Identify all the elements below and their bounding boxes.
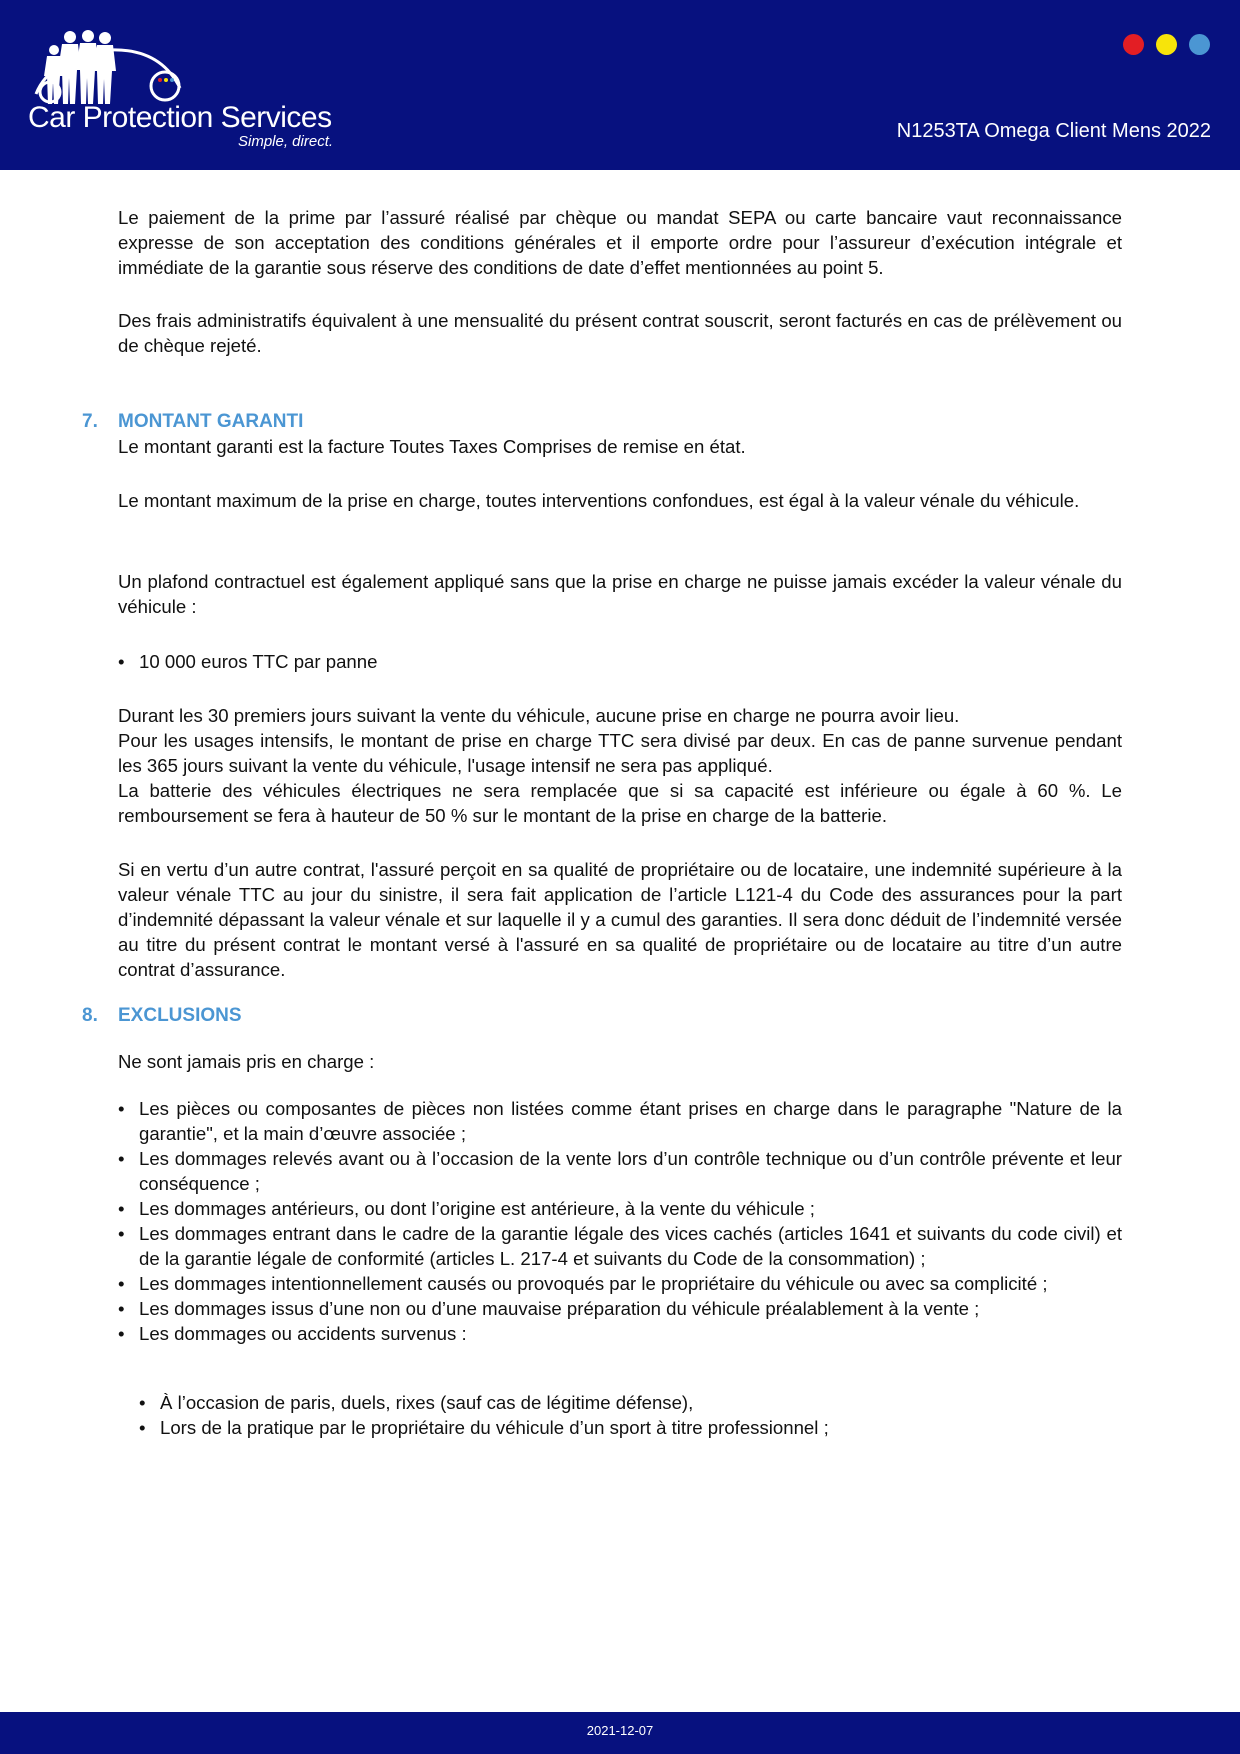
section-7-line-1: Durant les 30 premiers jours suivant la vente du véhicule, aucune prise en charge ne pourra avoir lieu.: [118, 705, 960, 726]
blue-dot-icon: [1189, 34, 1210, 55]
section-7-text-5: Si en vertu d’un autre contrat, l'assuré perçoit en sa qualité de propriétaire ou de locataire, une indemnité supérieure à la valeur vénale TTC au jour du sinistre, il sera fait application de l’article L121-4 du Code des assurances pour la part d’indemnité dépassant la valeur vénale et sur laquelle il y a cumul des garanties. Il sera donc déduit de l’indemnité versée au titre du présent contrat le montant versé à l'assuré en sa qualité de propriétaire ou de locataire au titre d’un autre contrat d’assurance.: [118, 859, 1122, 980]
red-dot-icon: [1123, 34, 1144, 55]
list-item: • Les dommages intentionnellement causés ou provoqués par le propriétaire du véhicule ou avec sa complicité ;: [118, 1271, 1122, 1296]
section-title: EXCLUSIONS: [118, 1005, 242, 1026]
yellow-dot-icon: [1156, 34, 1177, 55]
brand-tagline: Simple, direct.: [238, 133, 334, 150]
section-8-sub-bullet-list: [139, 1390, 1122, 1440]
color-dots: [1123, 34, 1210, 55]
section-7-line-3: La batterie des véhicules électriques ne sera remplacée que si sa capacité est inférieure ou égale à 60 %. Le remboursement se fera à hauteur de 50 % sur le montant de la prise en charge de la batterie.: [118, 780, 1122, 826]
brand-name: Car Protection Services: [28, 101, 332, 134]
section-7-text-3: Un plafond contractuel est également appliqué sans que la prise en charge ne puisse jamais excéder la valeur vénale du véhicule :: [118, 571, 1122, 617]
section-7-heading: [82, 409, 1122, 434]
section-7-paragraph-5: [118, 857, 1122, 982]
document-reference: N1253TA Omega Client Mens 2022: [896, 120, 1211, 142]
section-7-paragraph-3: [118, 569, 1122, 619]
section-7-paragraph-2: [118, 488, 1122, 513]
section-number: 8.: [82, 1005, 98, 1026]
intro-text-2: Des frais administratifs équivalent à une mensualité du présent contrat souscrit, seront facturés en cas de prélèvement ou de chèque rejeté.: [118, 310, 1122, 356]
section-number: 7.: [82, 411, 98, 432]
people-car-logo-icon: [30, 28, 190, 108]
page-footer: [0, 1712, 1240, 1754]
footer-date: 2021-12-07: [586, 1723, 654, 1738]
list-item: • Les dommages entrant dans le cadre de la garantie légale des vices cachés (articles 1641 et suivants du code civil) et de la garantie légale de conformité (articles L. 217-4 et suivants du Code de la consommation) ;: [118, 1221, 1122, 1271]
section-8-intro: [118, 1049, 1122, 1074]
list-item: • À l’occasion de paris, duels, rixes (sauf cas de légitime défense),: [139, 1390, 1122, 1415]
list-item: • Lors de la pratique par le propriétaire du véhicule d’un sport à titre professionnel ;: [139, 1415, 1122, 1440]
section-8-heading: [82, 1003, 1122, 1028]
section-8-intro-text: Ne sont jamais pris en charge :: [118, 1051, 375, 1072]
section-7-line-2: Pour les usages intensifs, le montant de prise en charge TTC sera divisé par deux. En cas de panne survenue pendant les 365 jours suivant la vente du véhicule, l'usage intensif ne sera pas appliqué.: [118, 730, 1122, 776]
list-item: • Les dommages antérieurs, ou dont l’origine est antérieure, à la vente du véhicule ;: [118, 1196, 1122, 1221]
section-7-text-1: Le montant garanti est la facture Toutes Taxes Comprises de remise en état.: [118, 436, 746, 457]
list-item: • Les pièces ou composantes de pièces non listées comme étant prises en charge dans le paragraphe "Nature de la garantie", et la main d’œuvre associée ;: [118, 1096, 1122, 1146]
section-7-bullet-list: [118, 649, 1122, 674]
list-item: • 10 000 euros TTC par panne: [118, 649, 1122, 674]
section-8-bullet-list: [118, 1096, 1122, 1346]
list-item: • Les dommages issus d’une non ou d’une mauvaise préparation du véhicule préalablement à la vente ;: [118, 1296, 1122, 1321]
section-7-paragraph-1: [118, 434, 1122, 459]
section-7-paragraph-4: [118, 703, 1122, 828]
section-7-text-2: Le montant maximum de la prise en charge, toutes interventions confondues, est égal à la valeur vénale du véhicule.: [118, 490, 1080, 511]
intro-paragraph-1: [118, 205, 1122, 280]
list-item: • Les dommages ou accidents survenus :: [118, 1321, 1122, 1346]
company-logo: [28, 28, 348, 153]
section-title: MONTANT GARANTI: [118, 411, 304, 432]
page-header: [0, 0, 1240, 170]
list-item: • Les dommages relevés avant ou à l’occasion de la vente lors d’un contrôle technique ou d’un contrôle prévente et leur conséquence ;: [118, 1146, 1122, 1196]
intro-text-1: Le paiement de la prime par l’assuré réalisé par chèque ou mandat SEPA ou carte bancaire vaut reconnaissance expresse de son acceptation des conditions générales et il emporte ordre pour l’assureur d’exécution intégrale et immédiate de la garantie sous réserve des conditions de date d’effet mentionnées au point 5.: [118, 207, 1122, 278]
intro-paragraph-2: [118, 308, 1122, 358]
